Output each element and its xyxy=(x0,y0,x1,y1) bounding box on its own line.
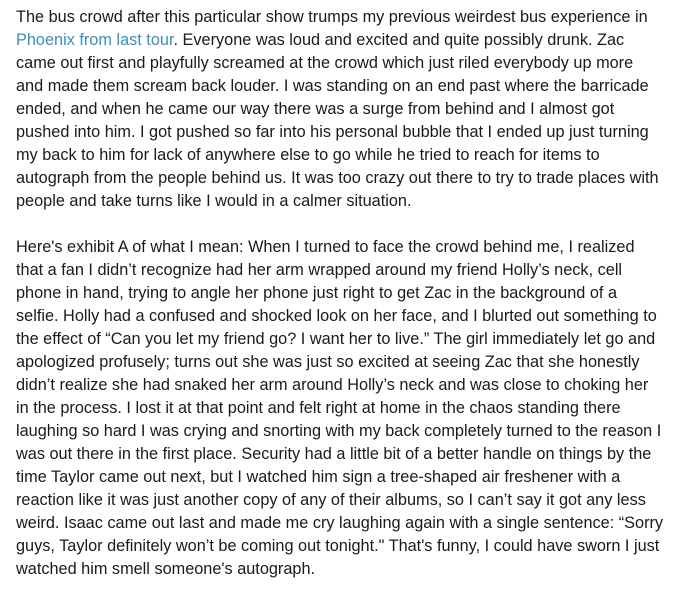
paragraph-1-text-after-link: . Everyone was loud and excited and quite possibly drunk. Zac came out first and playfully screamed at the crowd which just riled everybody up more and made them scream back louder. I was standing on an end past where the barricade ended, and when he came our way there was a surge from behind and I almost got pushed into him. I got pushed so far into his personal bubble that I ended up just turning my back to him for lack of anywhere else to go while he tried to reach for items to autograph from the people behind us. It was too crazy out there to try to trade places with people and take turns like I would in a calmer situation. xyxy=(16,31,659,210)
paragraph-2: Here's exhibit A of what I mean: When I turned to face the crowd behind me, I realized that a fan I didn’t recognize had her arm wrapped around my friend Holly’s neck, cell phone in hand, trying to angle her phone just right to get Zac in the background of a selfie. Holly had a confused and shocked look on her face, and I blurted out something to the effect of “Can you let my friend go? I want her to live.” The girl immediately let go and apologized profusely; turns out she was just so excited at seeing Zac that she honestly didn’t realize she had snaked her arm around Holly’s neck and was close to choking her in the process. I lost it at that point and felt right at home in the chaos standing there laughing so hard I was crying and snorting with my back completely turned to the reason I was out there in the first place. Security had a little bit of a better handle on things by the time Taylor came out next, but I watched him sign a tree-shaped air freshener with a reaction like it was just another copy of any of their albums, so I can’t say it got any less weird. Isaac came out last and made me cry laughing again with a single sentence: “Sorry guys, Taylor definitely won’t be coming out tonight." That's funny, I could have sworn I just watched him smell someone's autograph. xyxy=(16,238,664,578)
paragraph-1-text-before-link: The bus crowd after this particular show trumps my previous weirdest bus experience in xyxy=(16,8,648,26)
paragraph-1 xyxy=(16,6,664,213)
phoenix-tour-link[interactable]: Phoenix from last tour xyxy=(16,31,174,49)
